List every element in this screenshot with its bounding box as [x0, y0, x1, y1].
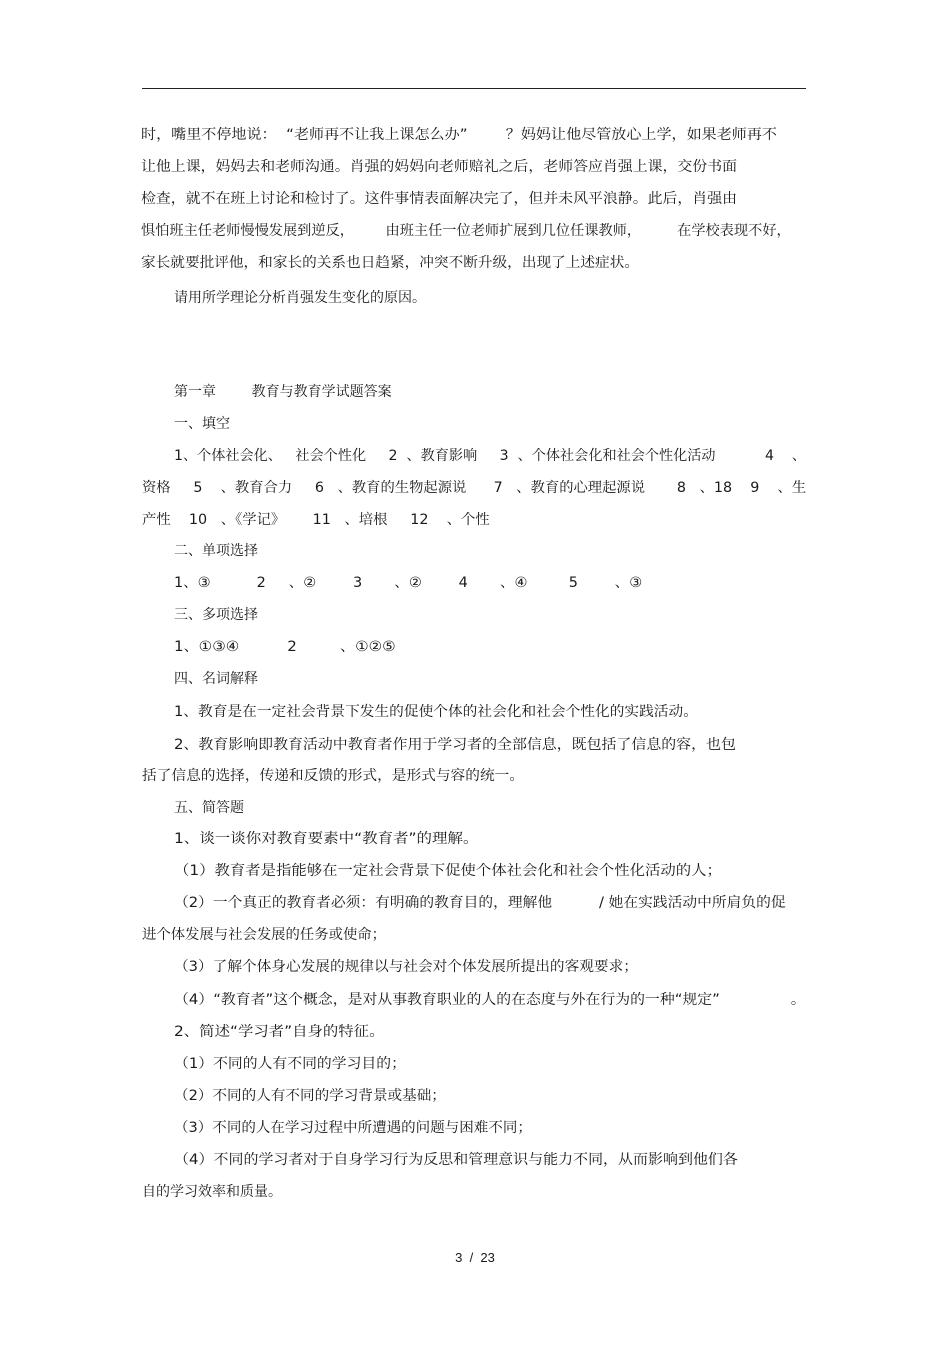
section-heading: 四、名词解释 [174, 671, 258, 687]
case-text: 时，嘴里不停地说： “老师再不让我上课怎么办” ？妈妈让他尽管放心上学，如果老师再不 [141, 127, 777, 143]
case-question: 请用所学理论分析肖强发生变化的原因。 [174, 290, 426, 306]
answer-line: 1、个体社会化、 社会个性化 2 、教育影响 3 、个体社会化和社会个性化活动 4 、 [174, 448, 807, 464]
answer-line: 资格 5 、教育合力 6 、教育的生物起源说 7 、教育的心理起源说 8 、18 9 、生 [142, 480, 807, 496]
section-heading: 五、简答题 [174, 800, 244, 816]
case-text: 让他上课，妈妈去和老师沟通。肖强的妈妈向老师赔礼之后，老师答应肖强上课，交份书面 [141, 159, 738, 175]
paragraph-line: 2、教育影响即教育活动中教育者作用于学习者的全部信息，既包括了信息的容，也包 [174, 737, 736, 753]
chapter-title: 第一章 教育与教育学试题答案 [174, 384, 392, 400]
answer-item: （1）教育者是指能够在一定社会背景下促使个体社会化和社会个性化活动的人； [174, 863, 722, 879]
paragraph-line: 进个体发展与社会发展的任务或使命； [142, 927, 386, 943]
answer-line: 产性 10 、《学记》 11 、培根 12 、个性 [142, 512, 490, 528]
answer-item: （1）不同的人有不同的学习目的； [174, 1056, 406, 1072]
answer-item: （3）了解个体身心发展的规律以与社会对个体发展所提出的客观要求； [174, 959, 638, 975]
page-number: 3 / 23 [455, 1250, 495, 1265]
section-heading: 一、填空 [174, 416, 230, 432]
paragraph-line: 1、教育是在一定社会背景下发生的促使个体的社会化和社会个性化的实践活动。 [174, 704, 698, 720]
section-heading: 二、单项选择 [174, 543, 258, 559]
answer-item: （2）不同的人有不同的学习背景或基础； [174, 1088, 446, 1104]
answer-item: （2）一个真正的教育者必须：有明确的教育目的，理解他 / 她在实践活动中所肩负的促 [174, 895, 786, 911]
case-text: 惧怕班主任老师慢慢发展到逆反， 由班主任一位老师扩展到几位任课教师， 在学校表现不好， [141, 223, 791, 239]
question-line: 1、谈一谈你对教育要素中“教育者”的理解。 [174, 831, 479, 847]
paragraph-line: 括了信息的选择，传递和反馈的形式，是形式与容的统一。 [142, 768, 525, 784]
answer-item: （4）不同的学习者对于自身学习行为反思和管理意识与能力不同，从而影响到他们各 [174, 1152, 738, 1168]
case-text: 检查，就不在班上讨论和检讨了。这件事情表面解决完了，但并未风平浪静。此后，肖强由 [141, 191, 738, 207]
case-text: 家长就要批评他，和家长的关系也日趋紧，冲突不断升级，出现了上述症状。 [141, 255, 639, 271]
answer-item: （3）不同的人在学习过程中所遭遇的问题与困难不同； [174, 1120, 532, 1136]
paragraph-line: 自的学习效率和质量。 [142, 1184, 282, 1200]
question-line: 2、简述“学习者”自身的特征。 [174, 1024, 385, 1040]
answer-line: 1、③ 2 、② 3 、② 4 、④ 5 、③ [174, 575, 643, 591]
header-rule [142, 88, 806, 89]
section-heading: 三、多项选择 [174, 607, 258, 623]
answer-item: （4）“教育者”这个概念，是对从事教育职业的人的在态度与外在行为的一种“规定” 。 [174, 992, 806, 1008]
answer-line: 1、①③④ 2 、①②⑤ [174, 639, 396, 655]
